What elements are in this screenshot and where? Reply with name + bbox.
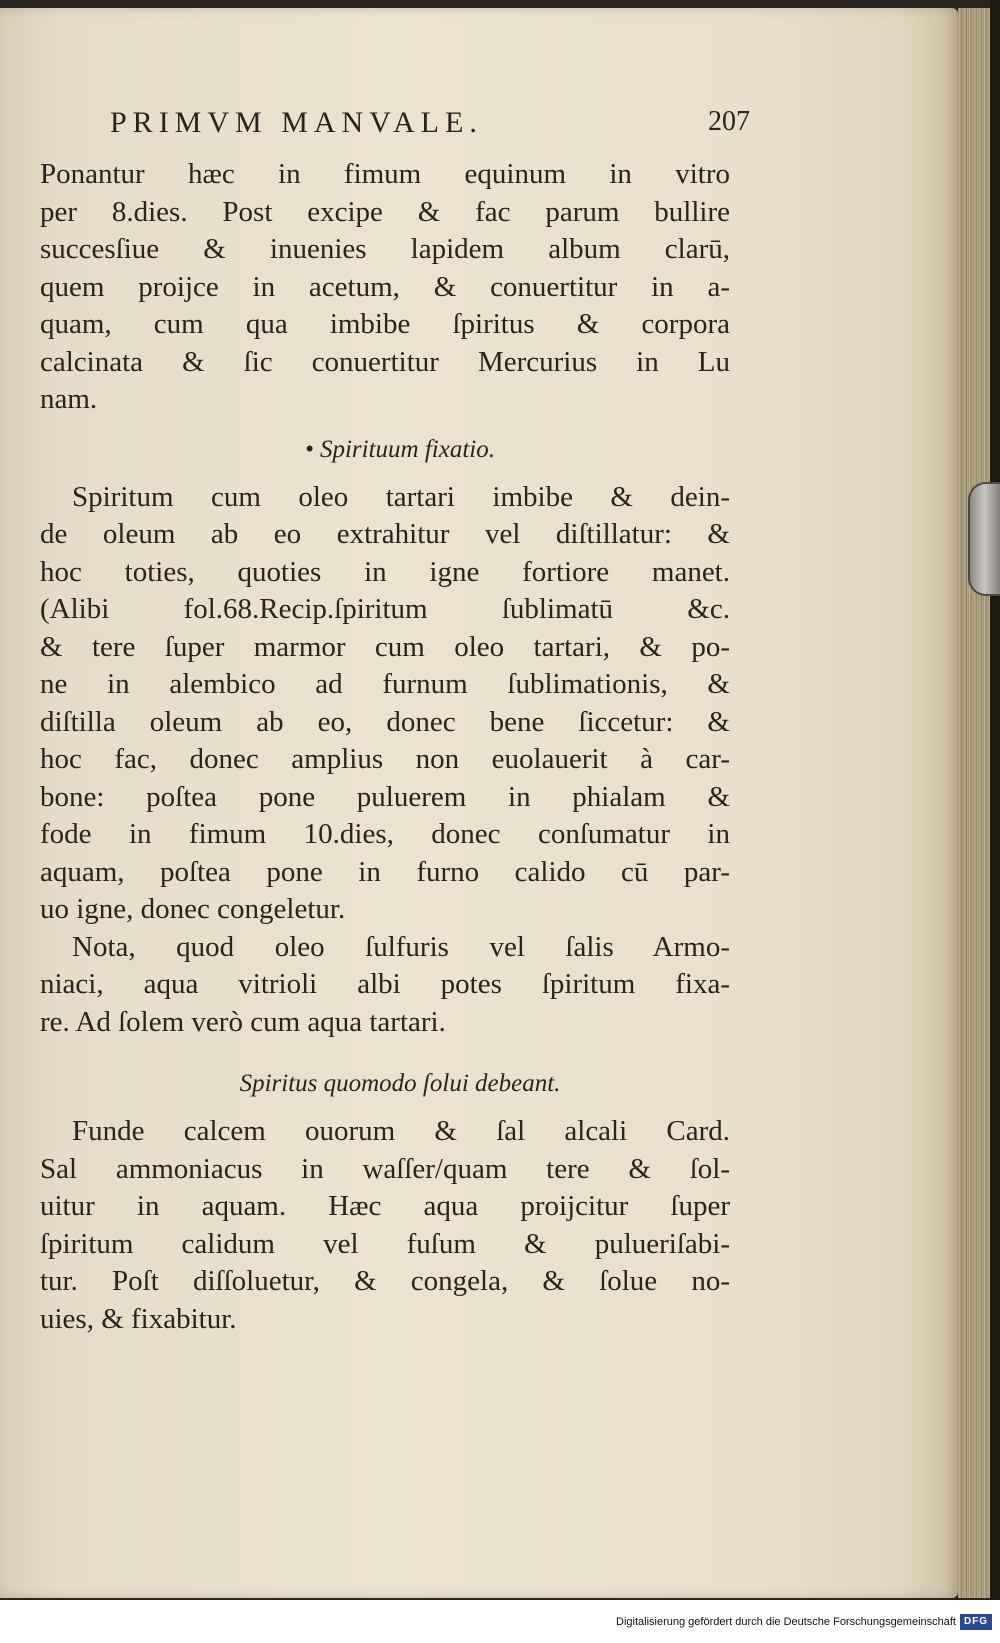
text-line: Spiritum cum oleo tartari imbibe & dein-	[72, 480, 730, 513]
text-line: hoc fac, donec amplius non euolauerit à car-	[40, 743, 730, 775]
text-line: calcinata & ſic conuertitur Mercurius in Lu	[40, 345, 730, 378]
text-line: quam, cum qua imbibe ſpiritus & corpora	[40, 308, 730, 340]
text-line: fode in fimum 10.dies, donec conſumatur in	[40, 818, 730, 850]
dfg-logo-icon: DFG	[960, 1614, 992, 1630]
page-number: 207	[708, 106, 750, 137]
section-heading-fixatio: • Spirituum fixatio.	[304, 435, 495, 463]
page-header	[110, 106, 750, 150]
text-line: uies, & fixabitur.	[40, 1302, 237, 1335]
text-line: Funde calcem ouorum & ſal alcali Card.	[72, 1115, 730, 1147]
text-line: per 8.dies. Post excipe & fac parum bullire	[40, 195, 730, 228]
spacer	[40, 1041, 730, 1053]
text-line: quem proijce in acetum, & conuertitur in a-	[40, 270, 730, 303]
text-line: (Alibi fol.68.Recip.ſpiritum ſublimatū &c.	[40, 593, 730, 625]
text-line: uitur in aquam. Hæc aqua proijcitur ſuper	[40, 1190, 730, 1222]
paragraph-2	[40, 479, 730, 929]
text-line: ſpiritum calidum vel fuſum & pulueriſabi-	[40, 1227, 730, 1260]
text-line: tur. Poſt diſſoluetur, & congela, & ſolue no-	[40, 1265, 730, 1297]
digitization-credit	[0, 1612, 1000, 1636]
text-line: nam.	[40, 383, 98, 415]
text-line: & tere ſuper marmor cum oleo tartari, & po-	[40, 630, 730, 663]
running-title: PRIMVM MANVALE.	[110, 106, 483, 139]
page-body	[40, 156, 730, 1338]
text-line: de oleum ab eo extrahitur vel diſtillatur: &	[40, 518, 730, 550]
paragraph-3	[40, 929, 730, 1042]
text-line: Nota, quod oleo ſulfuris vel ſalis Armo-	[72, 930, 730, 963]
paragraph-1	[40, 156, 730, 419]
text-line: diſtilla oleum ab eo, donec bene ſiccetur: &	[40, 705, 730, 738]
section-heading-solui: Spiritus quomodo ſolui debeant.	[239, 1070, 561, 1097]
book-clasp	[968, 482, 1000, 596]
text-line: re. Ad ſolem verò cum aqua tartari.	[40, 1005, 446, 1038]
text-line: uo igne, donec congeletur.	[40, 893, 346, 925]
page-edges	[958, 8, 990, 1598]
text-line: succesſiue & inuenies lapidem album clarū,	[40, 233, 730, 265]
binding-edge	[990, 0, 1000, 1600]
text-line: bone: poſtea pone puluerem in phialam &	[40, 780, 730, 813]
text-line: Sal ammoniacus in waſſer/quam tere & ſol-	[40, 1152, 730, 1185]
text-line: aquam, poſtea pone in furno calido cū par-	[40, 855, 730, 888]
text-line: hoc toties, quoties in igne fortiore manet.	[40, 555, 730, 588]
text-line: ne in alembico ad furnum ſublimationis, &	[40, 668, 730, 700]
paragraph-4	[40, 1113, 730, 1338]
text-line: niaci, aqua vitrioli albi potes ſpiritum fixa-	[40, 968, 730, 1000]
book-page	[0, 8, 958, 1598]
credit-text: Digitalisierung gefördert durch die Deutsche Forschungsgemeinschaft	[616, 1616, 956, 1628]
text-line: Ponantur hæc in fimum equinum in vitro	[40, 158, 730, 190]
